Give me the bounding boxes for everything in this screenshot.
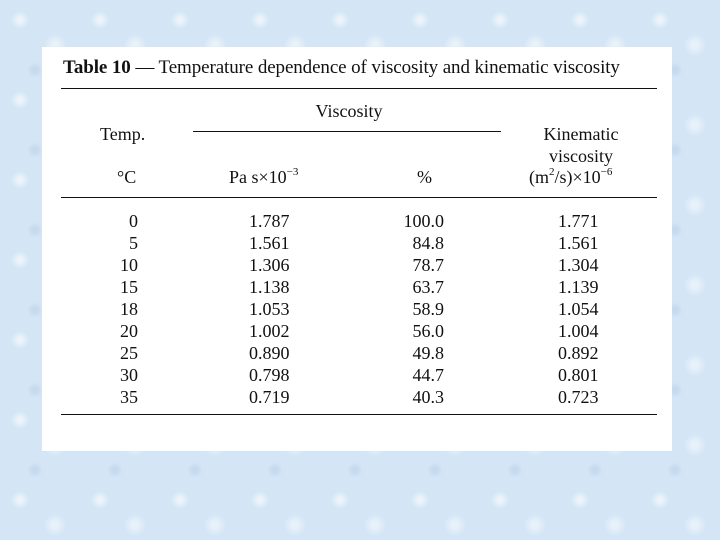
table-cell: 63.7: [412, 277, 444, 297]
table-cell: 44.7: [412, 365, 444, 385]
kinematic-unit-open: (m: [529, 167, 549, 187]
pa-s-header-exponent: −3: [286, 166, 299, 178]
table-cell: 30: [120, 365, 138, 385]
table-cell: 1.053: [249, 299, 290, 319]
table-cell: 35: [120, 387, 138, 407]
table-cell: 0.801: [558, 365, 599, 385]
table-cell: 10: [120, 255, 138, 275]
table-cell: 0.719: [249, 387, 290, 407]
top-rule: [61, 88, 657, 89]
viscosity-group-rule: [193, 131, 501, 132]
table-cell: 56.0: [412, 321, 444, 341]
percent-header: %: [417, 167, 432, 187]
viscosity-group-header: Viscosity: [315, 101, 383, 121]
table-cell: 15: [120, 277, 138, 297]
table-cell: 1.561: [558, 233, 599, 253]
table-cell: 78.7: [412, 255, 444, 275]
kinematic-header-line3: [529, 167, 612, 187]
table-card: [42, 47, 672, 451]
table-cell: 0: [129, 211, 138, 231]
table-number: Table 10: [63, 57, 131, 78]
table-cell: 0.892: [558, 343, 599, 363]
table-cell: 0.798: [249, 365, 290, 385]
table-cell: 58.9: [412, 299, 444, 319]
table-cell: 18: [120, 299, 138, 319]
table-cell: 1.002: [249, 321, 290, 341]
temp-column: [102, 210, 138, 408]
title-text: Temperature dependence of viscosity and kinematic viscosity: [158, 57, 620, 78]
kinematic-header-line2: viscosity: [548, 146, 613, 166]
pa-s-header-text: Pa s×10: [229, 167, 287, 187]
table-cell: 100.0: [403, 211, 444, 231]
table-cell: 1.139: [558, 277, 599, 297]
table-cell: 1.054: [558, 299, 599, 319]
percent-column: [382, 210, 444, 408]
kinematic-header-line1: Kinematic: [543, 124, 619, 144]
table-cell: 84.8: [412, 233, 444, 253]
title-dash: —: [135, 57, 155, 78]
kinematic-column: [558, 210, 618, 408]
table-cell: 40.3: [412, 387, 444, 407]
kinematic-unit-exponent: −6: [600, 166, 613, 178]
kinematic-unit-square: 2: [549, 166, 555, 178]
pa-s-header: [229, 167, 298, 187]
pa-s-column: [249, 210, 309, 408]
table-cell: 49.8: [412, 343, 444, 363]
table-cell: 20: [120, 321, 138, 341]
table-cell: 25: [120, 343, 138, 363]
temp-header: Temp.: [100, 124, 146, 144]
table-cell: 1.304: [558, 255, 599, 275]
table-cell: 1.787: [249, 211, 290, 231]
header-rule: [61, 197, 657, 198]
table-title: [63, 57, 620, 79]
kinematic-unit-close: /s)×10: [554, 167, 601, 187]
table-cell: 1.004: [558, 321, 599, 341]
table-cell: 1.306: [249, 255, 290, 275]
table-cell: 1.561: [249, 233, 290, 253]
table-cell: 1.138: [249, 277, 290, 297]
table-cell: 1.771: [558, 211, 599, 231]
temp-unit-header: °C: [117, 167, 137, 187]
table-cell: 0.890: [249, 343, 290, 363]
table-cell: 5: [129, 233, 138, 253]
table-cell: 0.723: [558, 387, 599, 407]
bottom-rule: [61, 414, 657, 415]
